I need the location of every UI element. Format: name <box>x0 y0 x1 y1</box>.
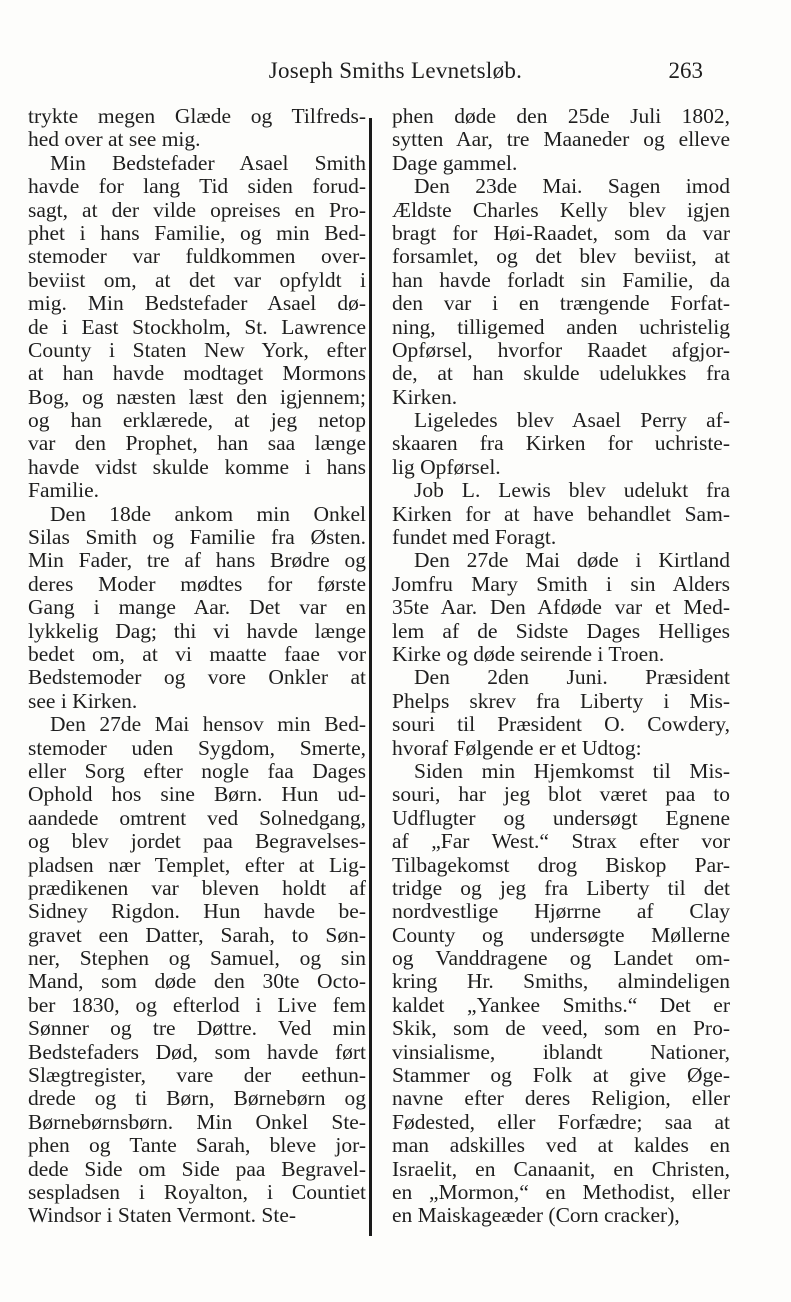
text-line: ner, Stephen og Samuel, og sin <box>28 947 366 971</box>
text-line: Skik, som de veed, som en Pro- <box>392 1017 730 1041</box>
text-line: Min Fader, tre af hans Brødre og <box>28 549 366 573</box>
text-line: han havde forladt sin Familie, da <box>392 268 730 292</box>
text-line: nordvestlige Hjørrne af Clay <box>392 900 730 924</box>
text-line: Jomfru Mary Smith i sin Alders <box>392 572 730 596</box>
text-line: Familie. <box>28 479 100 503</box>
text-line: Sidney Rigdon. Hun havde be- <box>28 900 366 924</box>
text-line: de i East Stockholm, St. Lawrence <box>28 315 366 339</box>
text-line: Opførsel, hvorfor Raadet afgjor- <box>392 338 730 362</box>
text-line: en Maiskageæder (Corn cracker), <box>392 1204 680 1228</box>
text-line: deres Moder mødtes for første <box>28 572 366 596</box>
text-line: Min Bedstefader Asael Smith <box>50 151 366 175</box>
text-line: Siden min Hjemkomst til Mis- <box>414 759 730 783</box>
text-line: havde for lang Tid siden forud- <box>28 175 366 199</box>
text-line: Den 18de ankom min Onkel <box>50 502 366 526</box>
text-line: kring Hr. Smiths, almindeligen <box>392 970 730 994</box>
text-line: var den Prophet, han saa længe <box>28 432 366 456</box>
text-line: stemoder uden Sygdom, Smerte, <box>28 736 366 760</box>
text-line: at han havde modtaget Mormons <box>28 362 366 386</box>
text-line: lykkelig Dag; thi vi havde længe <box>28 619 366 643</box>
text-line: eller Sorg efter nogle faa Dages <box>28 759 366 783</box>
text-line: Den 27de Mai hensov min Bed- <box>50 713 366 737</box>
text-line: phen døde den 25de Juli 1802, <box>392 105 730 128</box>
text-line: Kirke og døde seirende i Troen. <box>392 642 665 666</box>
text-line: phet i hans Familie, og min Bed- <box>28 221 366 245</box>
right-column <box>392 105 730 1228</box>
text-line: Israelit, en Canaanit, en Christen, <box>392 1157 730 1181</box>
text-line: tridge og jeg fra Liberty til det <box>392 876 730 900</box>
text-line: Bog, og næsten læst den igjennem; <box>28 385 366 409</box>
text-line: phen og Tante Sarah, bleve jor- <box>28 1134 366 1158</box>
text-line: Job L. Lewis blev udelukt fra <box>414 479 730 503</box>
text-line: en „Mormon,“ en Methodist, eller <box>392 1180 730 1204</box>
text-line: navne efter deres Religion, eller <box>392 1087 730 1111</box>
text-line: Den 2den Juni. Præsident <box>414 666 730 690</box>
text-line: gravet een Datter, Sarah, to Søn- <box>28 923 366 947</box>
text-line: souri, har jeg blot været paa to <box>392 783 730 807</box>
text-line: County i Staten New York, efter <box>28 338 366 362</box>
text-line: kaldet „Yankee Smiths.“ Det er <box>392 993 730 1017</box>
text-line: Silas Smith og Familie fra Østen. <box>28 526 366 550</box>
text-line: og blev jordet paa Begravelses- <box>28 830 366 854</box>
text-line: forsamlet, og det blev beviist, at <box>392 245 730 269</box>
text-line: Udflugter og undersøgt Egnene <box>392 806 730 830</box>
text-line: Windsor i Staten Vermont. Ste- <box>28 1204 297 1228</box>
text-line: Ligeledes blev Asael Perry af- <box>414 409 730 433</box>
running-title: Joseph Smiths Levnetsløb. <box>268 58 523 83</box>
text-line: sespladsen i Royalton, i Countiet <box>28 1180 366 1204</box>
text-line: Mand, som døde den 30te Octo- <box>28 970 366 994</box>
text-line: stemoder var fuldkommen over- <box>28 245 366 269</box>
text-line: bedet om, at vi maatte faae vor <box>28 642 366 666</box>
text-line: Ophold hos sine Børn. Hun ud- <box>28 783 366 807</box>
text-line: mig. Min Bedstefader Asael dø- <box>28 292 366 316</box>
text-line: og Vanddragene og Landet om- <box>392 947 730 971</box>
text-line: prædikenen var bleven holdt af <box>28 876 366 900</box>
text-line: see i Kirken. <box>28 689 138 713</box>
text-line: Stammer og Folk at give Øge- <box>392 1064 730 1088</box>
text-line: dede Side om Side paa Begravel- <box>28 1157 366 1181</box>
text-line: lem af de Sidste Dages Helliges <box>392 619 730 643</box>
text-line: den var i en trængende Forfat- <box>392 292 730 316</box>
text-line: beviist om, at det var opfyldt i <box>28 268 366 292</box>
text-line: vinsialisme, iblandt Nationer, <box>392 1040 730 1064</box>
text-line: Den 23de Mai. Sagen imod <box>414 175 730 199</box>
text-line: man adskilles ved at kaldes en <box>392 1134 730 1158</box>
text-line: de, at han skulde udelukkes fra <box>392 362 730 386</box>
text-line: souri til Præsident O. Cowdery, <box>392 713 730 737</box>
text-line: Børnebørnsbørn. Min Onkel Ste- <box>28 1110 366 1134</box>
text-line: Slægtregister, vare der eethun- <box>28 1064 366 1088</box>
text-line: havde vidst skulde komme i hans <box>28 455 366 479</box>
text-line: Ældste Charles Kelly blev igjen <box>392 198 730 222</box>
text-line: ning, tilligemed anden uchristelig <box>392 315 730 339</box>
text-line: sagt, at der vilde opreises en Pro- <box>28 198 366 222</box>
text-line: skaaren fra Kirken for uchriste- <box>392 432 730 456</box>
left-column <box>28 105 366 1228</box>
text-line: aandede omtrent ved Solnedgang, <box>28 806 366 830</box>
text-line: Kirken for at have behandlet Sam- <box>392 502 730 526</box>
text-line: lig Opførsel. <box>392 455 501 479</box>
text-line: 35te Aar. Den Afdøde var et Med- <box>392 596 730 620</box>
page-number: 263 <box>668 58 703 83</box>
text-line: Bedstemoder og vore Onkler at <box>28 666 366 690</box>
text-line: hvoraf Følgende er et Udtog: <box>392 736 642 760</box>
text-line: bragt for Høi-Raadet, som da var <box>392 221 730 245</box>
text-line: ber 1830, og efterlod i Live fem <box>28 993 366 1017</box>
column-divider <box>369 118 372 1236</box>
text-line: og han erklærede, at jeg netop <box>28 409 366 433</box>
text-line: trykte megen Glæde og Tilfreds- <box>28 105 366 128</box>
text-line: Phelps skrev fra Liberty i Mis- <box>392 689 730 713</box>
page-header <box>0 58 791 90</box>
text-line: Tilbagekomst drog Biskop Par- <box>392 853 730 877</box>
text-line: hed over at see mig. <box>28 128 201 152</box>
text-line: Fødested, eller Forfædre; saa at <box>392 1110 730 1134</box>
text-line: Kirken. <box>392 385 458 409</box>
text-line: sytten Aar, tre Maaneder og elleve <box>392 128 730 152</box>
text-line: drede og ti Børn, Børnebørn og <box>28 1087 366 1111</box>
text-line: pladsen nær Templet, efter at Lig- <box>28 853 366 877</box>
text-line: Den 27de Mai døde i Kirtland <box>414 549 730 573</box>
text-line: County og undersøgte Møllerne <box>392 923 730 947</box>
text-line: af „Far West.“ Strax efter vor <box>392 830 730 854</box>
text-line: Dage gammel. <box>392 151 518 175</box>
text-line: Gang i mange Aar. Det var en <box>28 596 366 620</box>
text-line: fundet med Foragt. <box>392 526 557 550</box>
text-line: Sønner og tre Døttre. Ved min <box>28 1017 366 1041</box>
text-line: Bedstefaders Død, som havde ført <box>28 1040 366 1064</box>
